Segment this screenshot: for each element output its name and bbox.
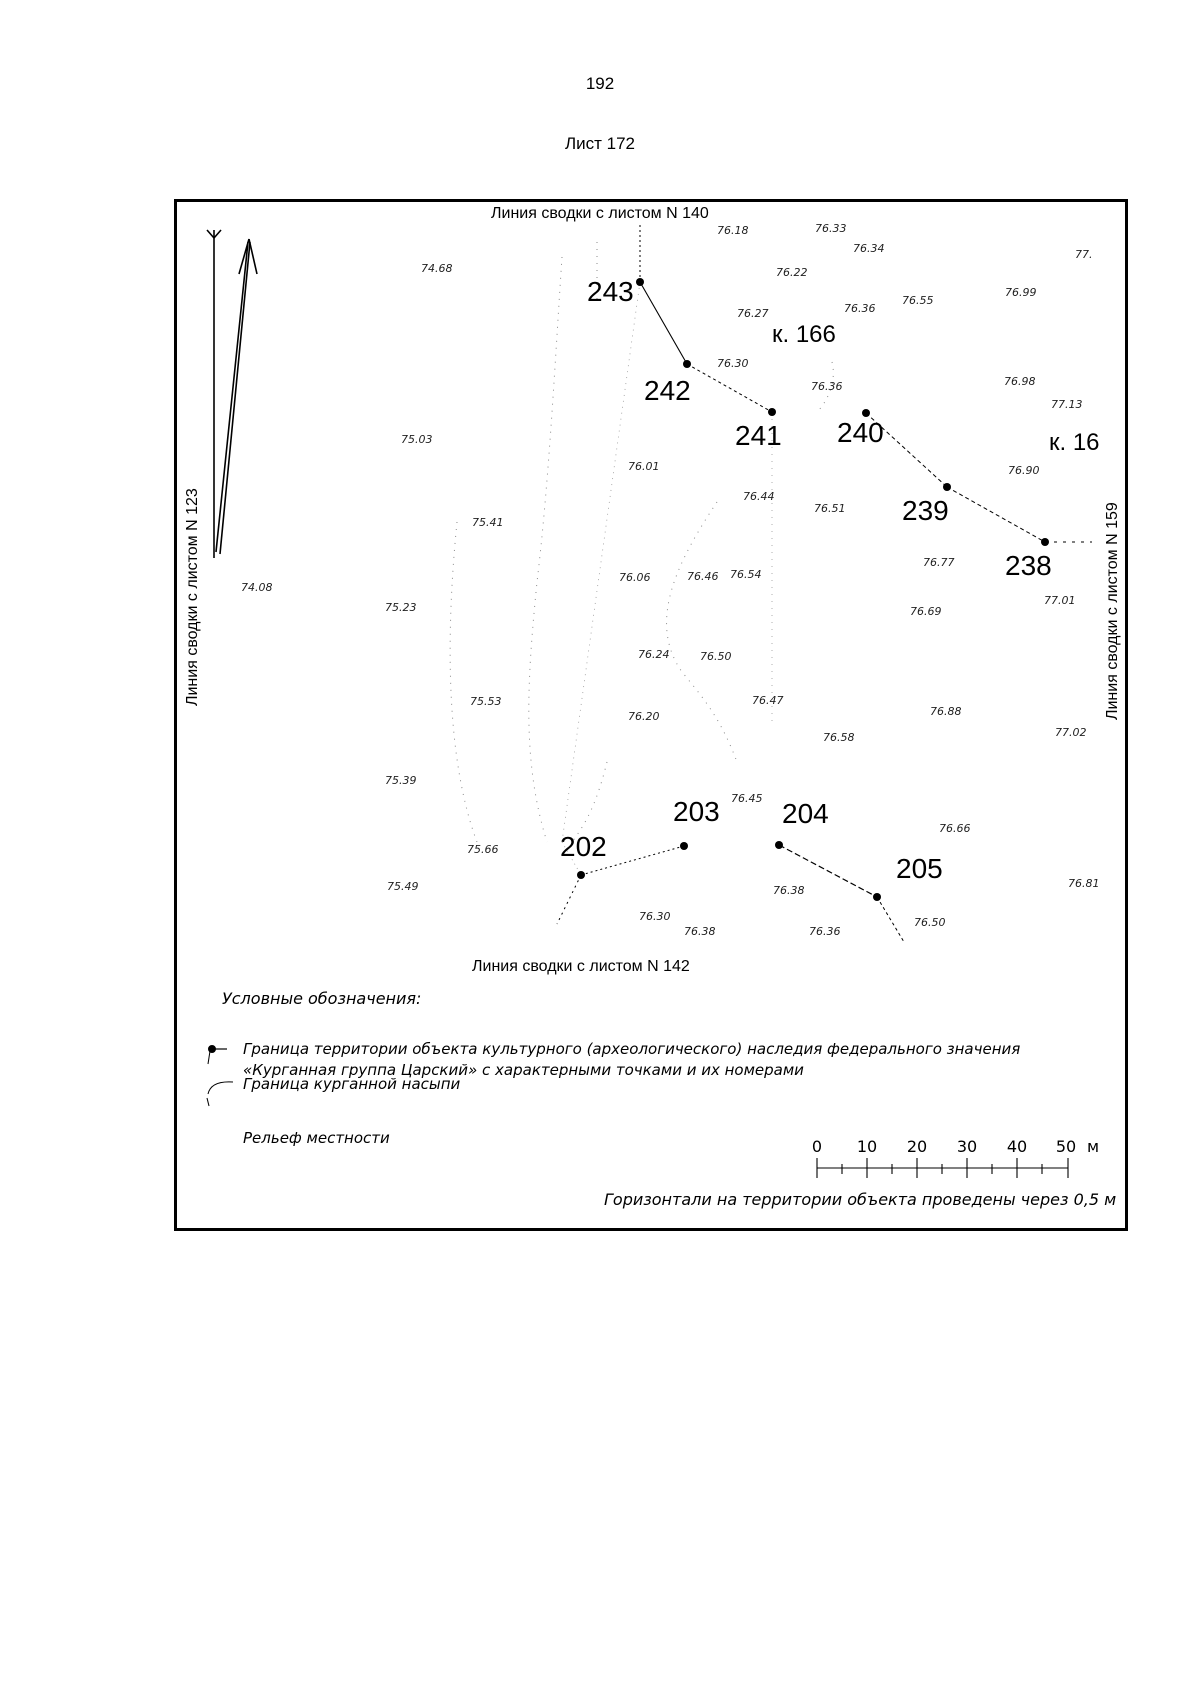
boundary-point-202 [577,871,585,879]
elevation-label: 76.36 [844,302,876,315]
elevation-label: 75.03 [401,433,433,446]
elevation-label: 76.44 [743,490,775,503]
boundary-point-204 [775,841,783,849]
elevation-label: 76.69 [910,605,942,618]
scale-tick-label: 10 [856,1137,878,1156]
elevation-label: 76.55 [902,294,934,307]
elevation-label: 76.06 [619,571,651,584]
elevation-label: 74.08 [241,581,273,594]
edge-label-bottom: Линия сводки с листом N 142 [472,958,690,975]
point-label-242: 242 [644,375,691,406]
elevation-label: 76.38 [684,925,716,938]
scale-tick-label: 40 [1006,1137,1028,1156]
elevation-label: 74.68 [421,262,453,275]
map-frame [174,199,1128,1231]
legend-relief: Рельеф местности [243,1129,390,1147]
contour-note: Горизонтали на территории объекта проведены через 0,5 м [604,1190,1117,1209]
boundary-point-243 [636,278,644,286]
elevation-label: 77. [1075,248,1093,261]
point-label-239: 239 [902,495,949,526]
elevation-label: 75.49 [387,880,419,893]
elevation-label: 75.66 [467,843,499,856]
elevation-label: 76.66 [939,822,971,835]
elevation-label: 77.13 [1051,398,1083,411]
elevation-label: 76.27 [737,307,769,320]
north-arrow-icon [207,230,257,558]
page-number: 192 [585,74,615,93]
boundary-point-icon [208,1046,227,1065]
elevation-label: 76.18 [717,224,749,237]
elevation-label: 76.90 [1008,464,1040,477]
elevation-label: 75.41 [472,516,504,529]
elevation-label: 76.98 [1004,375,1036,388]
elevation-label: 75.39 [385,774,417,787]
scale-tick-label: 30 [956,1137,978,1156]
elevation-label: 76.51 [814,502,846,515]
elevation-label: 76.01 [628,460,660,473]
elevation-label: 76.99 [1005,286,1037,299]
legend-boundary-line1: Граница территории объекта культурного (археологического) наследия федерального значения [243,1040,1021,1058]
scale-bar [817,1158,1068,1178]
legend-boundary-line2: «Курганная группа Царский» с характерными точками и их номерами [243,1061,804,1079]
elevation-label: 76.50 [914,916,946,929]
legend-title: Условные обозначения: [222,989,422,1008]
point-label-204: 204 [782,798,829,829]
elevation-label: 76.77 [923,556,955,569]
elevation-label: 76.24 [638,648,670,661]
elevation-label: 76.30 [639,910,671,923]
point-label-243: 243 [587,276,634,307]
elevation-label: 76.33 [815,222,847,235]
elevation-label: 76.20 [628,710,660,723]
elevation-label: 76.38 [773,884,805,897]
boundary-point-203 [680,842,688,850]
boundary-point-238 [1041,538,1049,546]
elevation-label: 77.02 [1055,726,1087,739]
elevation-label: 76.36 [811,380,843,393]
point-label-238: 238 [1005,550,1052,581]
elevation-label: 76.50 [700,650,732,663]
elevation-label: 76.30 [717,357,749,370]
scale-tick-label: 50 [1055,1137,1077,1156]
boundary-point-205 [873,893,881,901]
sheet-title: Лист 172 [564,134,636,153]
elevation-label: 76.54 [730,568,762,581]
scale-unit: м [1086,1137,1100,1156]
point-label-203: 203 [673,796,720,827]
elevation-label: 76.34 [853,242,885,255]
edge-label-right: Линия сводки с листом N 159 [1104,502,1121,720]
kurgan-label-16: к. 16 [1049,429,1100,456]
elevation-label: 77.01 [1044,594,1076,607]
scale-tick-label: 20 [906,1137,928,1156]
boundary-point-240 [862,409,870,417]
point-label-205: 205 [896,853,943,884]
mound-boundary-icon [207,1082,233,1106]
elevation-label: 76.88 [930,705,962,718]
elevation-label: 75.53 [470,695,502,708]
edge-label-left: Линия сводки с листом N 123 [184,488,201,706]
elevation-label: 76.22 [776,266,808,279]
elevation-label: 76.45 [731,792,763,805]
boundary-point-239 [943,483,951,491]
elevation-label: 76.36 [809,925,841,938]
elevation-label: 75.23 [385,601,417,614]
elevation-label: 76.58 [823,731,855,744]
point-label-240: 240 [837,417,884,448]
boundary-point-242 [683,360,691,368]
elevation-label: 76.81 [1068,877,1100,890]
elevation-label: 76.47 [752,694,784,707]
elevation-label: 76.46 [687,570,719,583]
edge-label-top: Линия сводки с листом N 140 [491,205,709,222]
point-label-202: 202 [560,831,607,862]
scale-tick-label: 0 [811,1137,823,1156]
boundary-point-241 [768,408,776,416]
legend-mound-text: Граница курганной насыпи [243,1075,461,1093]
point-label-241: 241 [735,420,782,451]
kurgan-label-166: к. 166 [772,321,836,348]
